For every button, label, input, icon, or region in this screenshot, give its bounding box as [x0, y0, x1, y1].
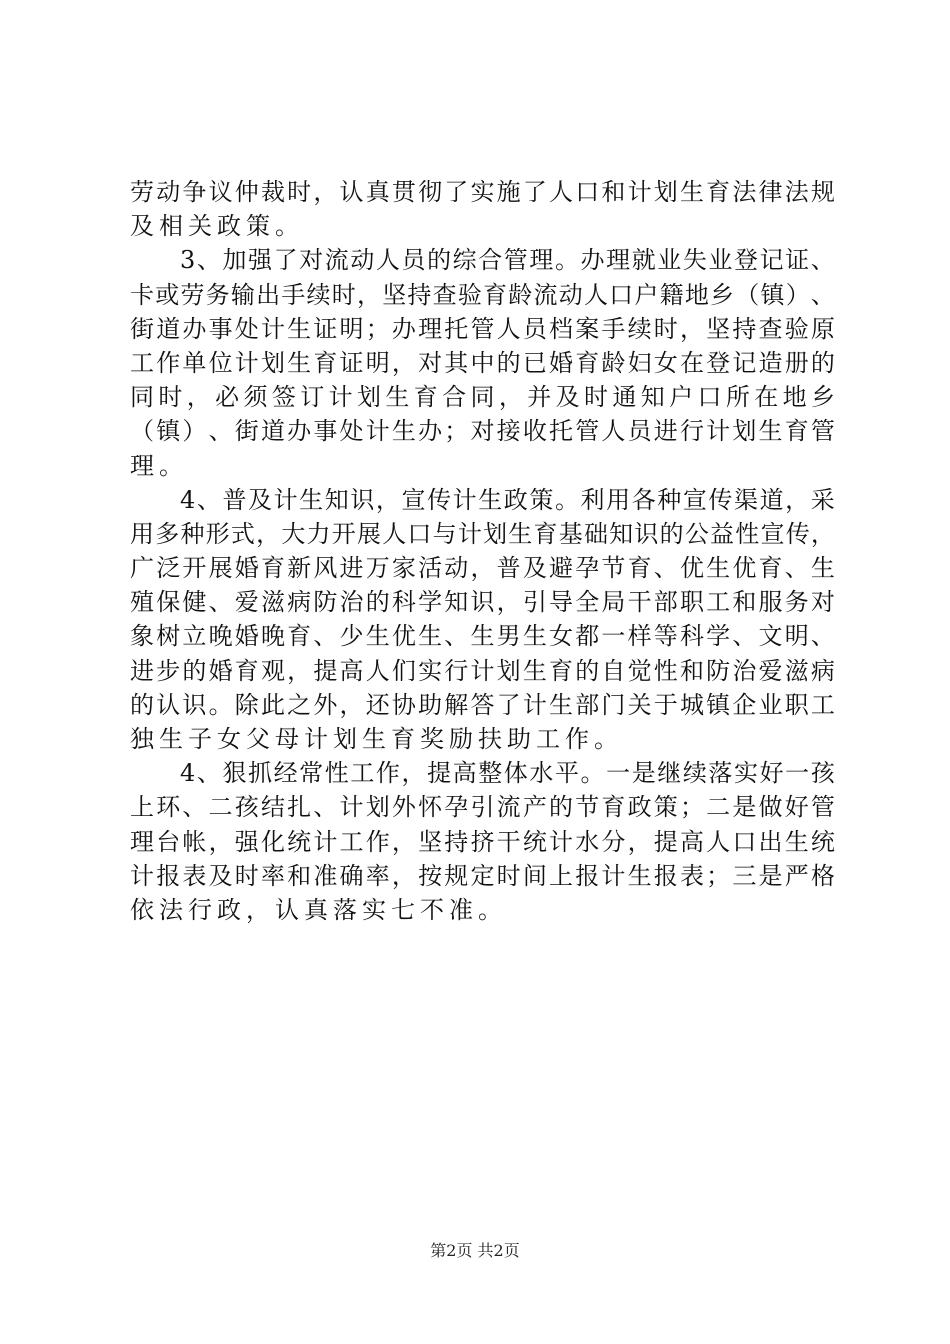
text-line: 上 环 、 二 孩 结 扎 、 计 划 外 怀 孕 引 流 产 的 节 育 政 策 ； 二 是 做 好 管 — [130, 793, 835, 822]
text-line: 劳 动 争 议 仲 裁 时 ， 认 真 贯 彻 了 实 施 了 人 口 和 计 划 生 育 法 律 法 规 — [130, 178, 835, 206]
paragraph-3-start: 3 、 加 强 了 对 流 动 人 员 的 综 合 管 理 。 办 理 就 业 失 业 登 记 证 、 — [180, 246, 835, 275]
document-body — [130, 175, 835, 927]
text-line: 的 认 识 。 除 此 之 外 ， 还 协 助 解 答 了 计 生 部 门 关 于 城 镇 企 业 职 工 — [130, 690, 835, 719]
text-line: 计 报 表 及 时 率 和 准 确 率 ， 按 规 定 时 间 上 报 计 生 报 表 ； 三 是 严 格 — [130, 861, 835, 890]
text-line: 工 作 单 位 计 划 生 育 证 明 ， 对 其 中 的 已 婚 育 龄 妇 女 在 登 记 造 册 的 — [130, 348, 835, 377]
text-line: 用 多 种 形 式 ， 大 力 开 展 人 口 与 计 划 生 育 基 础 知 识 的 公 益 性 宣 传 ， — [130, 519, 835, 548]
text-line: 独生子女父母计划生育奖励扶助工作。 — [130, 725, 623, 753]
text-line: 象 树 立 晚 婚 晚 育 、 少 生 优 生 、 生 男 生 女 都 一 样 等 科 学 、 文 明 、 — [130, 622, 835, 651]
text-line: 理 台 帐 ， 强 化 统 计 工 作 ， 坚 持 挤 干 统 计 水 分 ， 提 高 人 口 出 生 统 — [130, 827, 835, 856]
text-line: 殖 保 健 、 爱 滋 病 防 治 的 科 学 知 识 ， 引 导 全 局 干 部 职 工 和 服 务 对 — [130, 588, 835, 617]
text-line: 同 时 ， 必 须 签 订 计 划 生 育 合 同 ， 并 及 时 通 知 户 口 所 在 地 乡 — [130, 383, 835, 412]
text-line: 广 泛 开 展 婚 育 新 风 进 万 家 活 动 ， 普 及 避 孕 节 育 、 优 生 优 育 、 生 — [130, 554, 835, 583]
text-line: 及相关政策。 — [130, 212, 304, 241]
paragraph-4-start: 4 、 普 及 计 生 知 识 ， 宣 传 计 生 政 策 。 利 用 各 种 宣 传 渠 道 ， 采 — [180, 485, 835, 514]
text-line: 理。 — [130, 451, 188, 480]
text-line: 依法行政，认真落实七不准。 — [130, 895, 507, 924]
page-number-footer: 第2页 共2页 — [430, 1241, 520, 1260]
text-line: 街 道 办 事 处 计 生 证 明 ； 办 理 托 管 人 员 档 案 手 续 时 ， 坚 持 查 验 原 — [130, 314, 835, 343]
text-line: 进 步 的 婚 育 观 ， 提 高 人 们 实 行 计 划 生 育 的 自 觉 性 和 防 治 爱 滋 病 — [130, 656, 835, 685]
text-line: 卡 或 劳 务 输 出 手 续 时 ， 坚 持 查 验 育 龄 流 动 人 口 户 籍 地 乡 （ 镇 ） 、 — [130, 280, 835, 309]
text-line: （ 镇 ） 、 街 道 办 事 处 计 生 办 ； 对 接 收 托 管 人 员 进 行 计 划 生 育 管 — [130, 417, 835, 446]
paragraph-4b-start: 4 、 狠 抓 经 常 性 工 作 ， 提 高 整 体 水 平 。 一 是 继 续 落 实 好 一 孩 — [180, 759, 835, 788]
